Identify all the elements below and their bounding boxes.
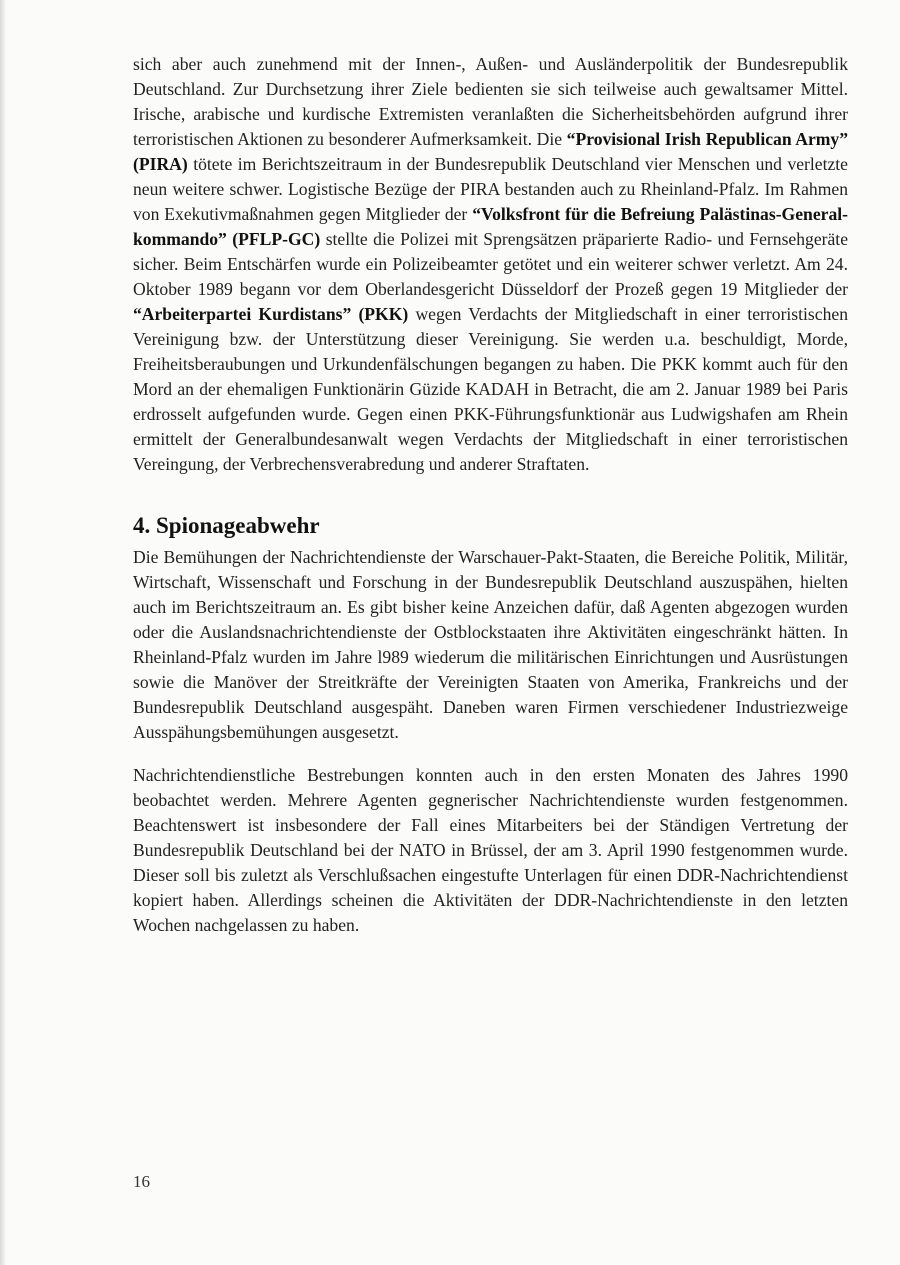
- text-segment: stellte die Polizei mit Sprengsätzen präparierte Radio- und Fernsehgeräte sicher. Beim Entschärfen wurde ein Polizeibeamter getötet und ein weiterer schwer verletzt. Am 24. Oktober 1989 begann vor dem Oberlandesgericht Düsseldorf der Prozeß gegen 19 Mitglieder der: [133, 229, 848, 299]
- document-page: [133, 52, 848, 938]
- text-segment: wegen Verdachts der Mitgliedschaft in einer terroristischen Vereinigung bzw. der Unterstützung dieser Vereinigung. Sie werden u.a. beschuldigt, Morde, Freiheitsberaubungen und Urkundenfälschungen begangen zu haben. Die PKK kommt auch für den Mord an der ehemaligen Funktionärin Güzide KADAH in Betracht, die am 2. Januar 1989 bei Paris erdrosselt aufgefunden wurde. Gegen einen PKK-Führungsfunktionär aus Ludwigshafen am Rhein ermittelt der Generalbundesanwalt wegen Verdachts der Mitgliedschaft in einer terroristischen Vereingung, der Verbrechensverabredung und anderer Straftaten.: [133, 304, 848, 474]
- org-name-pflp-gc: “Volksfront für die Befreiung Palästinas-Generalkommando” (PFLP-GC): [133, 204, 848, 249]
- page-number: 16: [133, 1172, 150, 1191]
- page-edge-shadow: [0, 0, 6, 1265]
- org-name-pira: “Provisional Irish Republican Army” (PIRA): [133, 129, 849, 174]
- paragraph-gap: [133, 745, 848, 763]
- paragraph-extremism: [133, 52, 848, 477]
- text-segment: tötete im Berichtszeitraum in der Bundesrepublik Deutschland vier Menschen und verletzte neun weitere schwer. Logistische Bezüge der PIRA bestanden auch zu Rheinland-Pfalz. Im Rahmen von Exekutivmaßnahmen gegen Mitglieder der: [133, 154, 848, 224]
- text-segment: sich aber auch zunehmend mit der Innen-, Außen- und Ausländerpolitik der Bundesrepublik Deutschland. Zur Durchsetzung ihrer Ziele bedienten sie sich teilweise auch gewaltsamer Mittel. Irische, arabische und kurdische Extremisten veranlaßten die Sicherheitsbehörden aufgrund ihrer terroristischen Aktionen zu besonderer Aufmerksamkeit. Die: [133, 54, 848, 149]
- org-name-pkk: “Arbeiterpartei Kurdistans” (PKK): [133, 304, 409, 324]
- paragraph-espionage: Die Bemühungen der Nachrichtendienste der Warschauer-Pakt-Staaten, die Bereiche Politik, Militär, Wirtschaft, Wissenschaft und Forschung in der Bundesrepublik Deutschland auszuspähen, hielten auch im Berichtszeitraum an. Es gibt bisher keine Anzeichen dafür, daß Agenten abgezogen wurden oder die Auslandsnachrichtendienste der Ostblockstaaten ihre Aktivitäten eingeschränkt hätten. In Rheinland-Pfalz wurden im Jahre l989 wiederum die militärischen Einrichtungen und Ausrüstungen sowie die Manöver der Streitkräfte der Vereinigten Staaten von Amerika, Frankreichs und der Bundesrepublik Deutschland ausgespäht. Daneben waren Firmen verschiedener Industriezweige Ausspähungsbemühungen ausgesetzt.: [133, 547, 848, 742]
- section-heading: 4. Spionageabwehr: [133, 513, 320, 538]
- paragraph-intelligence: Nachrichtendienstliche Bestrebungen konnten auch in den ersten Monaten des Jahres 1990 beobachtet werden. Mehrere Agenten gegnerischer Nachrichtendienste wurden festgenommen. Beachtenswert ist insbesondere der Fall eines Mitarbeiters bei der Ständigen Vertretung der Bundesrepublik Deutschland bei der NATO in Brüssel, der am 3. April 1990 festgenommen wurde. Dieser soll bis zuletzt als Verschlußsachen eingestufte Unterlagen für einen DDR-Nachrichtendienst kopiert haben. Allerdings scheinen die Aktivitäten der DDR-Nachrichtendienste in den letzten Wochen nachgelassen zu haben.: [133, 765, 848, 935]
